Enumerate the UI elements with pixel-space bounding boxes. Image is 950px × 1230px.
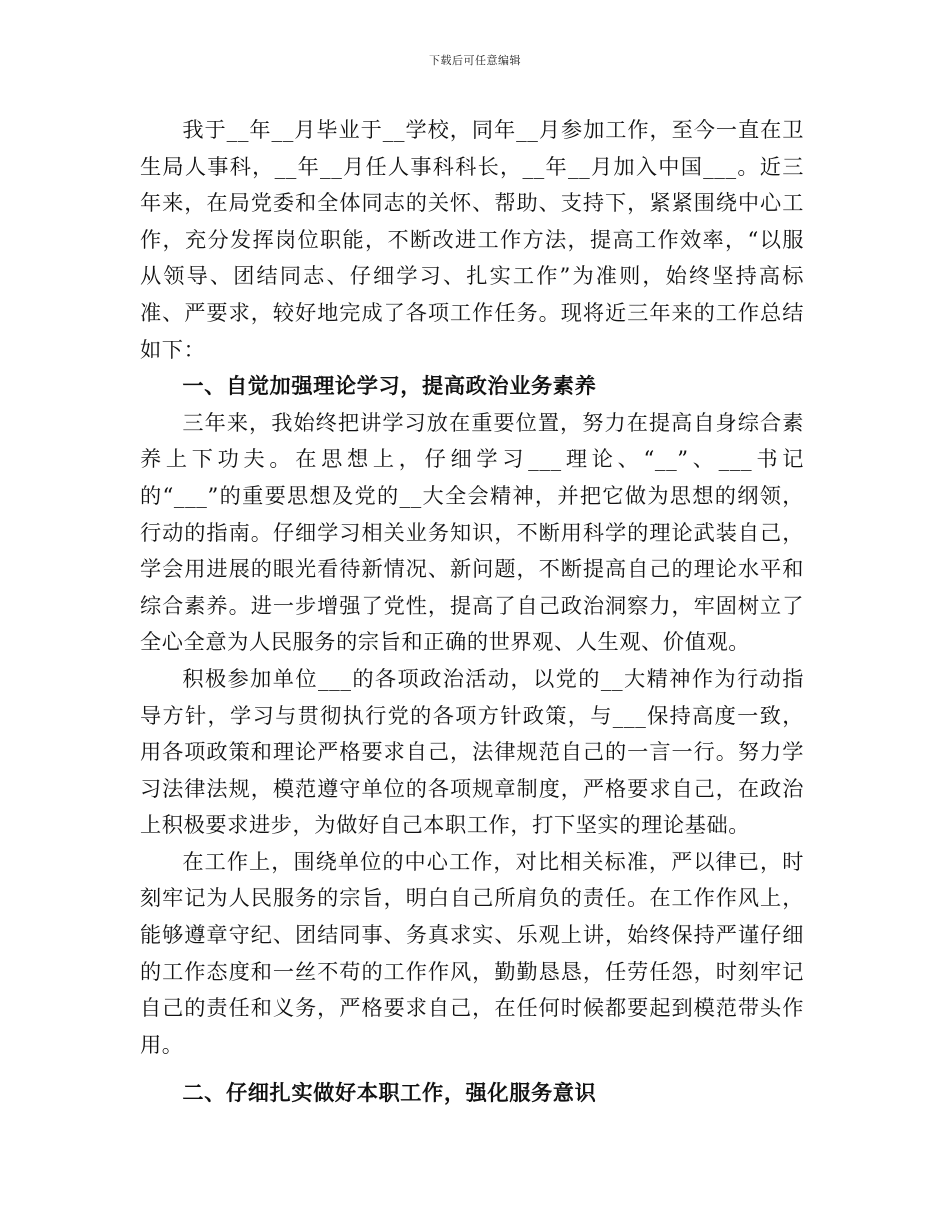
section-1-paragraph-1: 三年来，我始终把讲学习放在重要位置，努力在提高自身综合素养上下功夫。在思想上，仔细学习___理论、“__”、___书记的“___”的重要思想及党的__大全会精神，并把它做为思想的纲领，行动的指南。仔细学习相关业务知识，不断用科学的理论武装自己，学会用进展的眼光看待新情况、新问题，不断提高自己的理论水平和综合素养。进一步增强了党性，提高了自己政治洞察力，牢固树立了全心全意为人民服务的宗旨和正确的世界观、人生观、价值观。 [140,409,804,655]
section-1-heading: 一、自觉加强理论学习，提高政治业务素养 [182,373,597,399]
section-1-paragraph-3: 在工作上，围绕单位的中心工作，对比相关标准，严以律已，时刻牢记为人民服务的宗旨，明白自己所肩负的责任。在工作作风上，能够遵章守纪、团结同事、务真求实、乐观上讲，始终保持严谨仔细的工作态度和一丝不苟的工作作风，勤勤恳恳，任劳任怨，时刻牢记自己的责任和义务，严格要求自己，在任何时候都要起到模范带头作用。 [140,848,804,1057]
intro-paragraph: 我于__年__月毕业于__学校，同年__月参加工作，至今一直在卫生局人事科，__年__月任人事科科长，__年__月加入中国___。近三年来，在局党委和全体同志的关怀、帮助、支持下，紧紧围绕中心工作，充分发挥岗位职能，不断改进工作方法，提高工作效率，“以服从领导、团结同志、仔细学习、扎实工作”为准则，始终坚持高标准、严要求，较好地完成了各项工作任务。现将近三年来的工作总结如下： [140,117,804,362]
document-body [140,112,804,1112]
section-2-heading: 二、仔细扎实做好本职工作，强化服务意识 [182,1080,597,1106]
page-header: 下载后可任意编辑 [429,54,521,67]
section-1-paragraph-2: 积极参加单位___的各项政治活动，以党的__大精神作为行动指导方针，学习与贯彻执行党的各项方针政策，与___保持高度一致，用各项政策和理论严格要求自己，法律规范自己的一言一行。努力学习法律法规，模范遵守单位的各项规章制度，严格要求自己，在政治上积极要求进步，为做好自己本职工作，打下坚实的理论基础。 [140,665,804,838]
